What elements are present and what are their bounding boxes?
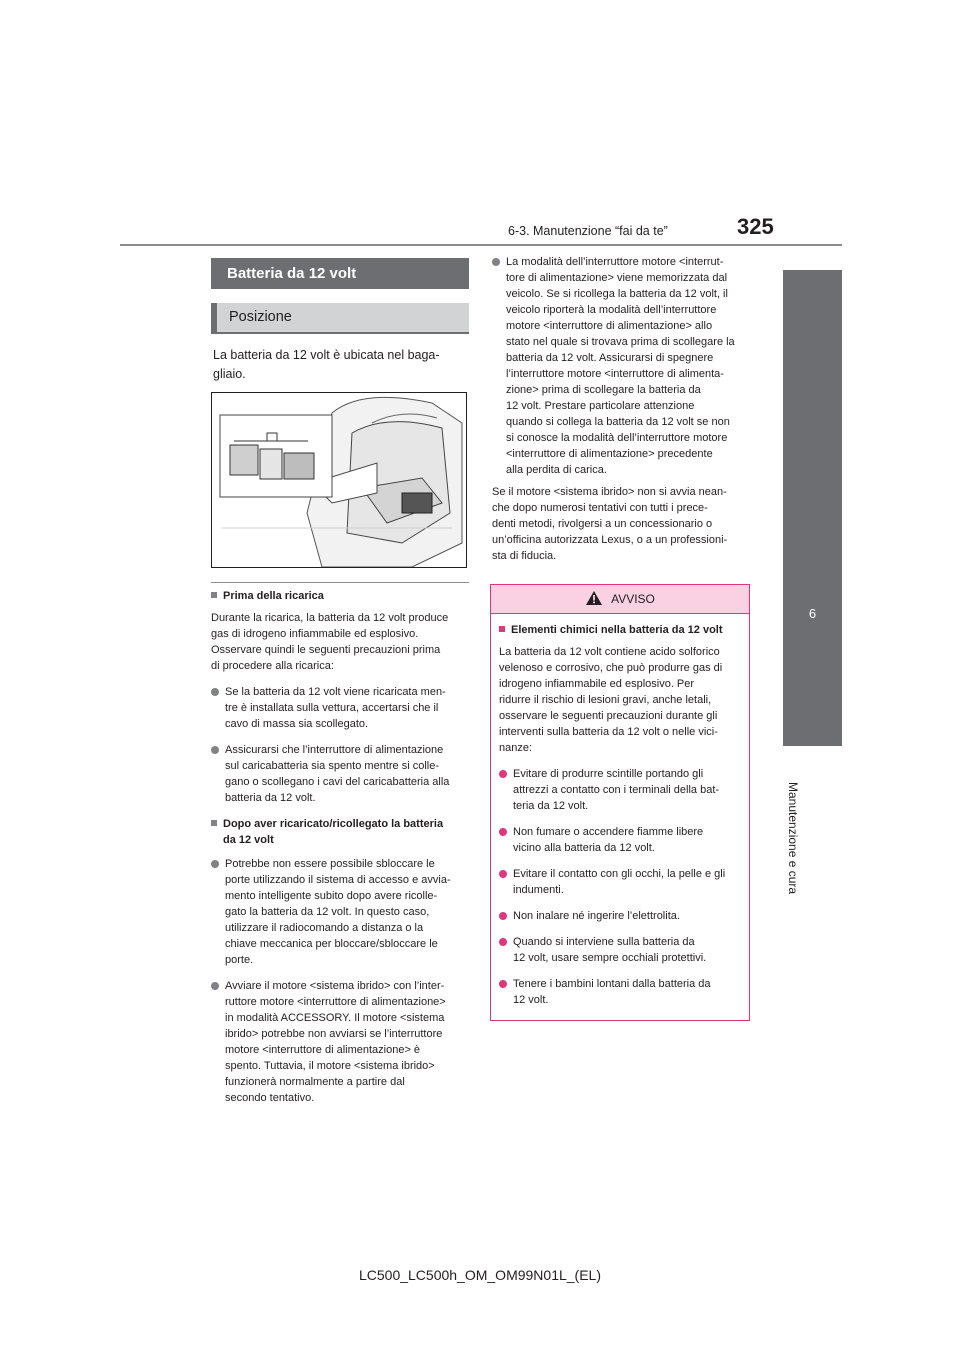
text-line: cavo di massa sia scollegato. xyxy=(225,718,369,730)
subheading-text: Elementi chimici nella batteria da 12 volt xyxy=(511,624,723,636)
text-line: Non inalare né ingerire l’elettrolita. xyxy=(513,910,680,922)
text-line: ibrido> potrebbe non avviarsi se l’interruttore xyxy=(225,1028,443,1040)
subheading-text: da 12 volt xyxy=(223,834,274,846)
square-bullet-icon xyxy=(499,626,505,632)
text-line: mento intelligente subito dopo avere ricolle- xyxy=(225,890,438,902)
text-line: secondo tentativo. xyxy=(225,1092,315,1104)
text-line: 12 volt, usare sempre occhiali protettivi. xyxy=(513,952,707,964)
bullet-icon xyxy=(499,870,507,878)
text-line: Durante la ricarica, la batteria da 12 volt produce xyxy=(211,612,449,624)
bullet-icon xyxy=(499,828,507,836)
text-line: gano o scollegano i cavi del caricabatteria alla xyxy=(225,776,450,788)
list-item xyxy=(211,684,473,732)
text-line: La batteria da 12 volt contiene acido solforico xyxy=(499,646,720,658)
chapter-number: 6 xyxy=(808,606,817,621)
bullet-icon xyxy=(211,982,219,990)
text-line: 12 volt. Prestare particolare attenzione xyxy=(506,400,695,412)
list-item xyxy=(211,742,473,806)
bullet-icon xyxy=(499,912,507,920)
paragraph xyxy=(499,644,741,756)
paragraph xyxy=(492,484,754,564)
intro-line-2: gliaio. xyxy=(213,367,246,381)
text-line: motore <interruttore di alimentazione> allo xyxy=(506,320,713,332)
subheading-text: Dopo aver ricaricato/ricollegato la batteria xyxy=(223,818,444,830)
text-line: La modalità dell’interruttore motore <interrut- xyxy=(506,256,724,268)
text-line: gato la batteria da 12 volt. In questo caso, xyxy=(225,906,430,918)
list-item xyxy=(499,866,741,898)
warning-triangle-icon xyxy=(585,590,603,606)
bullet-icon xyxy=(211,746,219,754)
text-line: interventi sulla batteria da 12 volt o nelle vici- xyxy=(499,726,718,738)
text-line: nanze: xyxy=(499,742,533,754)
text-line: porte utilizzando il sistema di accesso e avvia- xyxy=(225,874,451,886)
intro-text xyxy=(213,346,463,384)
text-line: chiave meccanica per bloccare/sbloccare le xyxy=(225,938,438,950)
text-line: Potrebbe non essere possibile sbloccare le xyxy=(225,858,435,870)
text-line: 12 volt. xyxy=(513,994,549,1006)
text-line: alla perdita di carica. xyxy=(506,464,607,476)
battery-location-illustration xyxy=(211,392,467,568)
subheading-before-charging xyxy=(211,588,473,604)
text-line: l’interruttore motore <interruttore di alimenta- xyxy=(506,368,724,380)
text-line: quando si collega la batteria da 12 volt se non xyxy=(506,416,730,428)
text-line: Se il motore <sistema ibrido> non si avvia nean- xyxy=(492,486,727,498)
section-title: 6-3. Manutenzione “fai da te” xyxy=(508,224,668,238)
list-item xyxy=(492,254,754,478)
text-line: Evitare il contatto con gli occhi, la pelle e gli xyxy=(513,868,726,880)
text-line: un’officina autorizzata Lexus, o a un professioni- xyxy=(492,534,728,546)
text-line: sul caricabatteria sia spento mentre si colle- xyxy=(225,760,439,772)
text-line: Assicurarsi che l’interruttore di alimentazione xyxy=(225,744,444,756)
warning-body xyxy=(491,614,749,1008)
text-line: Quando si interviene sulla batteria da xyxy=(513,936,695,948)
text-line: attrezzi a contatto con i terminali della bat- xyxy=(513,784,720,796)
bullet-icon xyxy=(499,938,507,946)
text-line: in modalità ACCESSORY. Il motore <sistema xyxy=(225,1012,445,1024)
text-line: funzionerà normalmente a partire dal xyxy=(225,1076,405,1088)
list-item xyxy=(211,856,473,968)
text-line: di procedere alla ricarica: xyxy=(211,660,334,672)
subheading-after-charging xyxy=(211,816,473,848)
text-line: tore di alimentazione> viene memorizzata dal xyxy=(506,272,728,284)
text-line: veicolo riporterà la modalità dell’interruttore xyxy=(506,304,717,316)
subheading-text: Prima della ricarica xyxy=(223,590,324,602)
text-line: porte. xyxy=(225,954,254,966)
warning-header xyxy=(491,585,749,614)
bullet-icon xyxy=(499,770,507,778)
square-bullet-icon xyxy=(211,820,217,826)
bullet-icon xyxy=(211,860,219,868)
text-line: batteria da 12 volt. xyxy=(225,792,316,804)
left-text-column xyxy=(211,588,473,1106)
trunk-illustration xyxy=(212,393,466,567)
text-line: gas di idrogeno infiammabile ed esplosivo. xyxy=(211,628,419,640)
text-line: Non fumare o accendere fiamme libere xyxy=(513,826,704,838)
text-line: <interruttore di alimentazione> precedente xyxy=(506,448,713,460)
document-code: LC500_LC500h_OM_OM99N01L_(EL) xyxy=(358,1267,602,1283)
warning-label: AVVISO xyxy=(611,592,655,606)
text-line: osservare le seguenti precauzioni durante gli xyxy=(499,710,718,722)
text-line: veicolo. Se si ricollega la batteria da 12 volt, il xyxy=(506,288,728,300)
right-text-column xyxy=(492,254,754,564)
text-line: spento. Tuttavia, il motore <sistema ibrido> xyxy=(225,1060,435,1072)
bullet-icon xyxy=(499,980,507,988)
subsection-heading: Posizione xyxy=(211,303,469,334)
text-line: velenoso e corrosivo, che può produrre gas di xyxy=(499,662,723,674)
text-line: tre è installata sulla vettura, accertarsi che il xyxy=(225,702,439,714)
page-number: 325 xyxy=(737,214,774,239)
list-item xyxy=(499,934,741,966)
text-line: motore <interruttore di alimentazione> è xyxy=(225,1044,421,1056)
bullet-icon xyxy=(492,258,500,266)
text-line: che dopo numerosi tentativi con tutti i prece- xyxy=(492,502,708,514)
list-item xyxy=(499,976,741,1008)
figure-rule xyxy=(211,582,469,583)
square-bullet-icon xyxy=(211,592,217,598)
text-line: ruttore motore <interruttore di alimentazione> xyxy=(225,996,446,1008)
text-line: si conosce la modalità dell’interruttore motore xyxy=(506,432,728,444)
section-heading: Batteria da 12 volt xyxy=(211,258,469,289)
text-line: sta di fiducia. xyxy=(492,550,557,562)
paragraph xyxy=(211,610,473,674)
text-line: Tenere i bambini lontani dalla batteria da xyxy=(513,978,711,990)
text-line: Evitare di produrre scintille portando gli xyxy=(513,768,704,780)
list-item xyxy=(211,978,473,1106)
chapter-label: Manutenzione e cura xyxy=(786,782,800,895)
text-line: batteria da 12 volt. Assicurarsi di spegnere xyxy=(506,352,714,364)
list-item xyxy=(499,766,741,814)
text-line: ridurre il rischio di lesioni gravi, anche letali, xyxy=(499,694,712,706)
chapter-tab xyxy=(783,270,842,746)
list-item xyxy=(499,824,741,856)
text-line: denti metodi, rivolgersi a un concessionario o xyxy=(492,518,713,530)
text-line: Se la batteria da 12 volt viene ricaricata men- xyxy=(225,686,446,698)
text-line: vicino alla batteria da 12 volt. xyxy=(513,842,655,854)
warning-subheading xyxy=(499,622,741,638)
header-rule xyxy=(120,244,842,246)
text-line: indumenti. xyxy=(513,884,564,896)
warning-box xyxy=(490,584,750,1021)
list-item xyxy=(499,908,741,924)
bullet-icon xyxy=(211,688,219,696)
text-line: Avviare il motore <sistema ibrido> con l’inter- xyxy=(225,980,445,992)
text-line: idrogeno infiammabile ed esplosivo. Per xyxy=(499,678,695,690)
text-line: zione> prima di scollegare la batteria da xyxy=(506,384,701,396)
text-line: stato nel quale si trovava prima di scollegare la xyxy=(506,336,735,348)
text-line: Osservare quindi le seguenti precauzioni prima xyxy=(211,644,441,656)
intro-line-1: La batteria da 12 volt è ubicata nel baga- xyxy=(213,348,440,362)
text-line: teria da 12 volt. xyxy=(513,800,589,812)
text-line: utilizzare il radiocomando a distanza o la xyxy=(225,922,424,934)
